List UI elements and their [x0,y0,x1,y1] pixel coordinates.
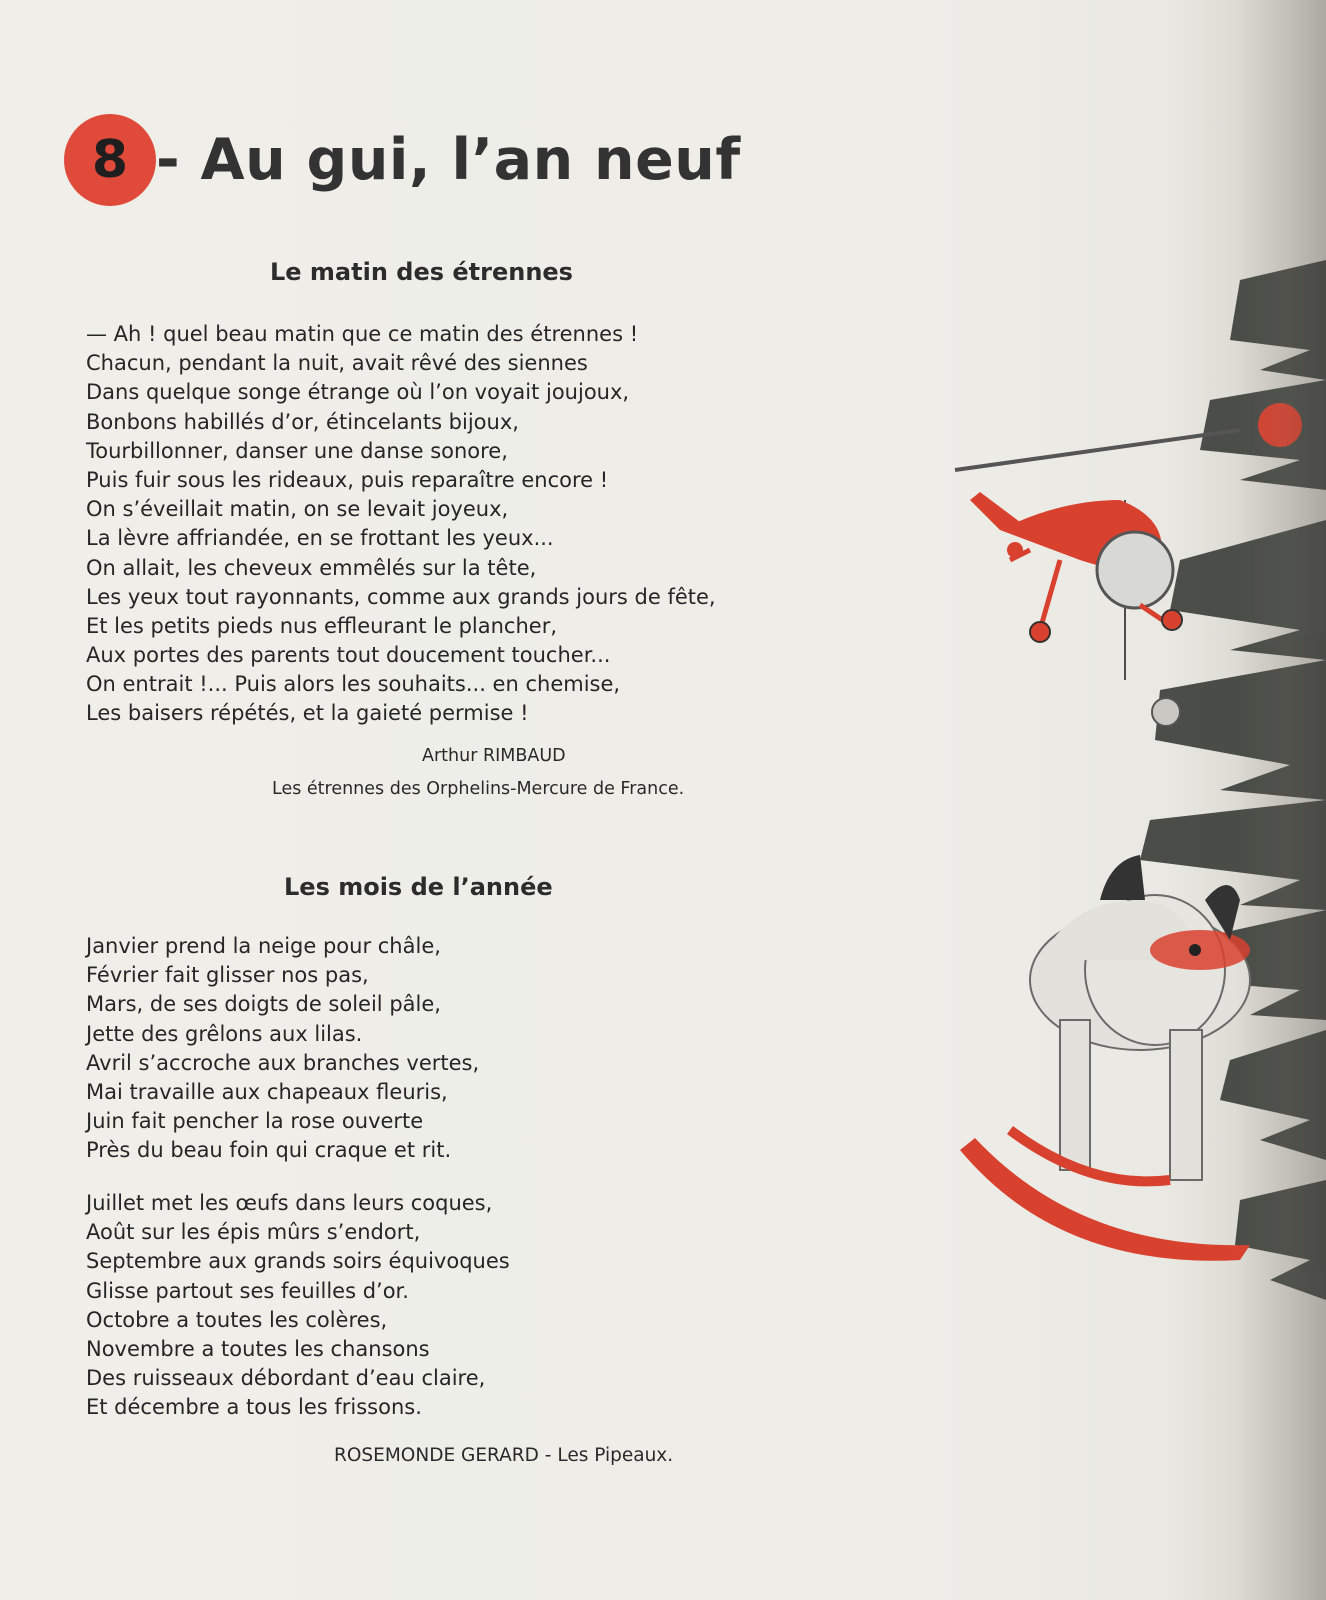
chapter-header [64,110,824,210]
poem1-source: Les étrennes des Orphelins-Mercure de France. [272,779,685,799]
poem-line: Bonbons habillés d’or, étincelants bijoux, [86,409,519,434]
poem-line: Janvier prend la neige pour châle, [86,934,441,958]
poem2-stanza2 [86,1189,510,1423]
chapter-number-badge: 8 [64,114,156,206]
poem-line: Près du beau foin qui craque et rit. [86,1138,452,1163]
poem-line: Jette des grêlons aux lilas. [86,1021,363,1046]
poem1-title: Le matin des étrennes [270,258,573,286]
poem-line: Glisse partout ses feuilles d’or. [86,1278,409,1303]
poem2-stanza1 [86,932,479,1166]
poem-line: Juillet met les œufs dans leurs coques, [86,1191,493,1215]
poem-line: Octobre a toutes les colères, [86,1307,388,1332]
poem1-author: Arthur RIMBAUD [422,746,566,766]
poem-line: Novembre a toutes les chansons [86,1336,430,1361]
poem-line: Et décembre a tous les frissons. [86,1395,422,1420]
poem-line: Mars, de ses doigts de soleil pâle, [86,992,441,1017]
poem-line: Dans quelque songe étrange où l’on voyait joujoux, [86,380,630,405]
poem-line: Chacun, pendant la nuit, avait rêvé des siennes [86,351,588,376]
poem-line: On s’éveillait matin, on se levait joyeux, [86,497,509,522]
poem-line: Des ruisseaux débordant d’eau claire, [86,1366,486,1391]
poem-line: Avril s’accroche aux branches vertes, [86,1050,480,1075]
poem-line: Juin fait pencher la rose ouverte [86,1109,424,1134]
poem-line: Février fait glisser nos pas, [86,963,369,988]
poem-line: Les yeux tout rayonnants, comme aux grands jours de fête, [86,584,716,609]
poem-line: Août sur les épis mûrs s’endort, [86,1220,421,1245]
poem-line: Aux portes des parents tout doucement toucher... [86,643,611,668]
poem-line: Les baisers répétés, et la gaieté permise ! [86,701,529,726]
poem2-title: Les mois de l’année [284,873,553,901]
ornament-icon [1152,698,1180,726]
page-fold-shadow [1236,0,1326,1600]
toy-dog-rocker-icon [960,855,1250,1261]
poem-line: Mai travaille aux chapeaux fleuris, [86,1079,448,1104]
poem-line: Tourbillonner, danser une danse sonore, [86,438,508,463]
poem1-lines [86,320,716,729]
poem-line: On entrait !... Puis alors les souhaits... en chemise, [86,672,621,697]
poem-line: La lèvre affriandée, en se frottant les yeux... [86,526,554,551]
poem-line: Et les petits pieds nus effleurant le plancher, [86,613,558,638]
poem-line: Puis fuir sous les rideaux, puis reparaître encore ! [86,467,609,492]
poem-line: — Ah ! quel beau matin que ce matin des étrennes ! [86,322,639,346]
poem2-credit: ROSEMONDE GERARD - Les Pipeaux. [334,1445,674,1466]
chapter-title: - Au gui, l’an neuf [156,127,741,193]
poem-line: On allait, les cheveux emmêlés sur la tête, [86,555,537,580]
poem-line: Septembre aux grands soirs équivoques [86,1249,510,1274]
